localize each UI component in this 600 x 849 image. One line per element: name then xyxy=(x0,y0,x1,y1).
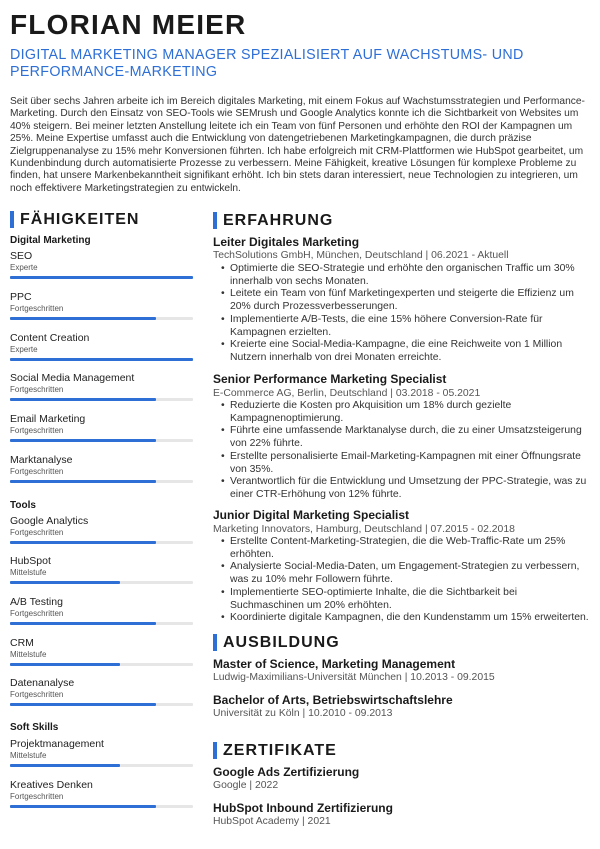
skill-level: Experte xyxy=(10,345,38,354)
skill-level: Fortgeschritten xyxy=(10,609,64,618)
skill-group-title: Tools xyxy=(10,500,36,511)
skill-bar-fill xyxy=(10,480,156,483)
job-bullets xyxy=(221,536,593,625)
section-title-skills: FÄHIGKEITEN xyxy=(10,211,139,228)
skill-bar xyxy=(10,703,193,706)
skill-name: Social Media Management xyxy=(10,372,135,384)
skill-item xyxy=(10,677,193,700)
skill-item xyxy=(10,250,193,273)
skill-name: A/B Testing xyxy=(10,596,63,608)
job-bullet: • Implementierte A/B-Tests, die eine 15% höhere Conversion-Rate für Kampagnen erzielten. xyxy=(221,314,593,339)
skill-bar-fill xyxy=(10,358,193,361)
skill-level: Experte xyxy=(10,263,38,272)
skill-bar xyxy=(10,764,193,767)
job-bullet: • Koordinierte digitale Kampagnen, die den Kundenstamm um 15% erweiterten. xyxy=(221,612,593,625)
certificate-title: Google Ads Zertifizierung xyxy=(213,765,360,779)
skill-item xyxy=(10,372,193,395)
skill-name: Google Analytics xyxy=(10,515,89,527)
job-meta: Marketing Innovators, Hamburg, Deutschland | 07.2015 - 02.2018 xyxy=(213,524,515,535)
skill-bar xyxy=(10,622,193,625)
skill-name: Content Creation xyxy=(10,332,90,344)
certificate-meta: HubSpot Academy | 2021 xyxy=(213,816,331,827)
skill-bar-fill xyxy=(10,622,156,625)
job-title: Senior Performance Marketing Specialist xyxy=(213,372,447,386)
job-bullet: • Erstellte personalisierte Email-Marketing-Kampagnen mit einer Öffnungsrate von 35%. xyxy=(221,451,593,476)
section-title-education: AUSBILDUNG xyxy=(213,634,340,651)
skill-item xyxy=(10,291,193,314)
job-bullet: • Reduzierte die Kosten pro Akquisition um 18% durch gezielte Kampagnenoptimierung. xyxy=(221,400,593,425)
skill-bar-fill xyxy=(10,541,156,544)
skill-level: Fortgeschritten xyxy=(10,385,64,394)
skill-item xyxy=(10,515,193,538)
skill-level: Mittelstufe xyxy=(10,751,47,760)
job-bullet: • Implementierte SEO-optimierte Inhalte, die die Sichtbarkeit bei Suchmaschinen um 20% erhöhten. xyxy=(221,587,593,612)
skill-name: CRM xyxy=(10,637,34,649)
skill-bar-fill xyxy=(10,703,156,706)
profile-summary: Seit über sechs Jahren arbeite ich im Bereich digitales Marketing, mit einem Fokus auf Wachstumsstrategien und Performance-Marketing. Durch den Einsatz von SEO-Tools wie SEMrush und Google Analytics konnte ich die Sichtbarkeit von Websites um 40% steigern. Bei meiner letzten Anstellung leitete ich ein Team von fünf Personen und erhöhte den ROI der Kampagnen um 25%. Meine Expertise umfasst auch die Entwicklung von datengetriebenen Marketingkampagnen, die durch präzise Zielgruppenanalyse zu 15% mehr Konversionen führten. Ich habe erfolgreich mit CRM-Plattformen wie HubSpot gearbeitet, um Kundenbindung durch automatisierte Prozesse zu verbessern. Meine Fähigkeit, kreative Lösungen für komplexe Probleme zu finden, hat unsere Markenbekanntheit signifikant erhöht. Ich bin stets daran interessiert, neue Technologien zu integrieren, um noch effektivere Marketingstrategien zu entwickeln. xyxy=(10,96,585,194)
skill-bar-fill xyxy=(10,317,156,320)
certificate-meta: Google | 2022 xyxy=(213,780,279,791)
job-title: Leiter Digitales Marketing xyxy=(213,235,360,249)
skill-item xyxy=(10,738,193,761)
education-degree: Master of Science, Marketing Management xyxy=(213,657,456,671)
job-bullet: • Kreierte eine Social-Media-Kampagne, die eine Reichweite von 1 Million Nutzern innerhalb von drei Monaten erreichte. xyxy=(221,339,593,364)
job-bullet: • Optimierte die SEO-Strategie und erhöhte den organischen Traffic um 30% innerhalb von sechs Monaten. xyxy=(221,263,593,288)
skill-bar xyxy=(10,439,193,442)
certificate-title: HubSpot Inbound Zertifizierung xyxy=(213,801,393,815)
skill-bar-fill xyxy=(10,276,193,279)
skill-item xyxy=(10,454,193,477)
job-bullet: • Verantwortlich für die Entwicklung und Umsetzung der PPC-Strategie, was zu einer CTR-Erhöhung von 12% führte. xyxy=(221,476,593,501)
skill-name: SEO xyxy=(10,250,33,262)
skill-level: Mittelstufe xyxy=(10,568,47,577)
skill-item xyxy=(10,596,193,619)
skill-bar xyxy=(10,541,193,544)
skill-bar xyxy=(10,358,193,361)
section-title-experience: ERFAHRUNG xyxy=(213,212,333,229)
skill-name: Datenanalyse xyxy=(10,677,75,689)
job-bullet: • Analysierte Social-Media-Daten, um Engagement-Strategien zu verbessern, was zu 10% mehr Followern führte. xyxy=(221,561,593,586)
skill-bar xyxy=(10,805,193,808)
skill-bar-fill xyxy=(10,398,156,401)
skill-bar-fill xyxy=(10,439,156,442)
education-meta: Ludwig-Maximilians-Universität München | 10.2013 - 09.2015 xyxy=(213,672,495,683)
skill-group-title: Soft Skills xyxy=(10,722,59,733)
job-meta: E-Commerce AG, Berlin, Deutschland | 03.2018 - 05.2021 xyxy=(213,388,481,399)
education-meta: Universität zu Köln | 10.2010 - 09.2013 xyxy=(213,708,393,719)
job-title: Junior Digital Marketing Specialist xyxy=(213,508,410,522)
skill-item xyxy=(10,555,193,578)
skill-name: Projektmanagement xyxy=(10,738,104,750)
skill-bar-fill xyxy=(10,764,120,767)
skill-level: Fortgeschritten xyxy=(10,792,64,801)
job-meta: TechSolutions GmbH, München, Deutschland | 06.2021 - Aktuell xyxy=(213,250,509,261)
skill-bar xyxy=(10,480,193,483)
candidate-name: FLORIAN MEIER xyxy=(10,9,247,40)
skill-name: Email Marketing xyxy=(10,413,86,425)
skill-item xyxy=(10,413,193,436)
skill-level: Fortgeschritten xyxy=(10,304,64,313)
section-title-certificates: ZERTIFIKATE xyxy=(213,742,337,759)
skill-bar-fill xyxy=(10,581,120,584)
skill-item xyxy=(10,637,193,660)
skill-bar xyxy=(10,663,193,666)
education-degree: Bachelor of Arts, Betriebswirtschaftslehre xyxy=(213,693,453,707)
skill-level: Mittelstufe xyxy=(10,650,47,659)
job-bullet: • Führte eine umfassende Marktanalyse durch, die zu einer Umsatzsteigerung von 22% führte. xyxy=(221,425,593,450)
skill-name: HubSpot xyxy=(10,555,51,567)
skill-level: Fortgeschritten xyxy=(10,467,64,476)
skill-level: Fortgeschritten xyxy=(10,690,64,699)
skill-level: Fortgeschritten xyxy=(10,528,64,537)
job-bullets xyxy=(221,263,593,365)
skill-bar-fill xyxy=(10,663,120,666)
skill-name: Marktanalyse xyxy=(10,454,73,466)
skill-name: Kreatives Denken xyxy=(10,779,93,791)
job-bullets xyxy=(221,400,593,502)
job-bullet: • Erstellte Content-Marketing-Strategien, die die Web-Traffic-Rate um 25% erhöhten. xyxy=(221,536,593,561)
skill-item xyxy=(10,779,193,802)
skill-bar xyxy=(10,276,193,279)
skill-bar xyxy=(10,398,193,401)
skill-name: PPC xyxy=(10,291,32,303)
skill-level: Fortgeschritten xyxy=(10,426,64,435)
headline: DIGITAL MARKETING MANAGER SPEZIALISIERT AUF WACHSTUMS- UND PERFORMANCE-MARKETING xyxy=(10,47,524,80)
skill-group-title: Digital Marketing xyxy=(10,235,91,246)
skill-bar xyxy=(10,317,193,320)
skill-item xyxy=(10,332,193,355)
job-bullet: • Leitete ein Team von fünf Marketingexperten und steigerte die Effizienz um 20% durch Prozessverbesserungen. xyxy=(221,288,593,313)
skill-bar-fill xyxy=(10,805,156,808)
skill-bar xyxy=(10,581,193,584)
